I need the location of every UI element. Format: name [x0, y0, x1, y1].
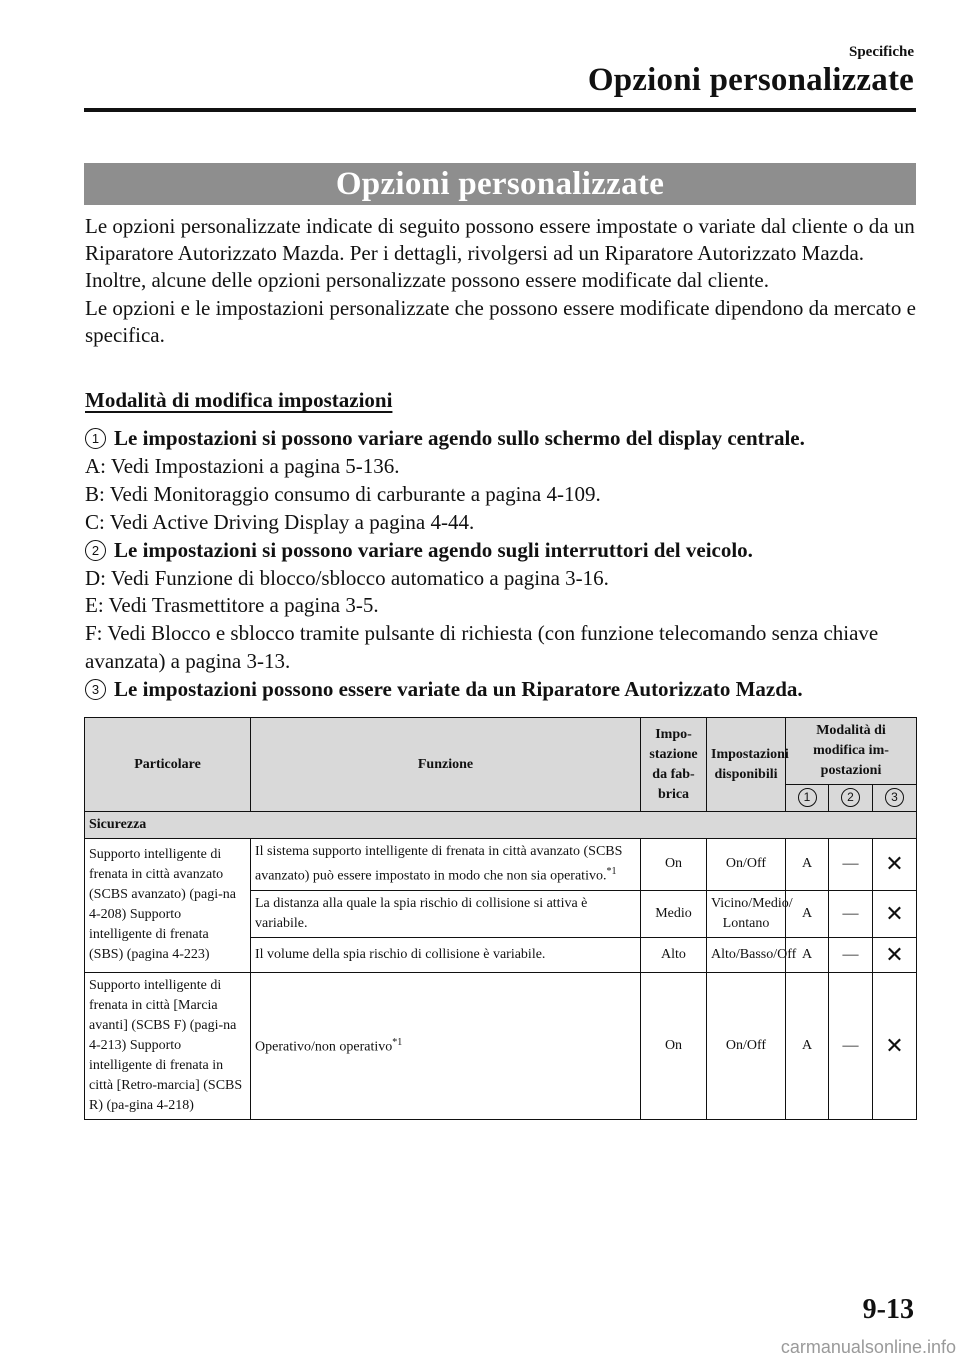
circled-number-2-icon: 2	[841, 788, 860, 807]
header-section: Specifiche	[849, 44, 914, 60]
header-title: Opzioni personalizzate	[587, 62, 914, 98]
function-cell: Il volume della spia rischio di collisione è variabile.	[251, 937, 641, 972]
header-function: Funzione	[251, 718, 641, 812]
table-header-row	[85, 718, 917, 785]
mode-2-cell: —	[829, 839, 873, 891]
mode-a: A: Vedi Impostazioni a pagina 5-136.	[85, 453, 400, 478]
cross-icon: ✕	[873, 937, 917, 972]
settings-table	[84, 717, 917, 1120]
circled-number-3-icon: 3	[85, 679, 106, 700]
header-rule	[84, 108, 916, 112]
mode-2-cell: —	[829, 890, 873, 937]
header-available: Impostazioni disponibili	[707, 718, 786, 812]
circled-number-1-icon: 1	[798, 788, 817, 807]
page-number: 9-13	[862, 1294, 914, 1325]
mode-2-title: 2 Le impostazioni si possono variare agendo sugli interruttori del veicolo.	[85, 537, 920, 565]
mode-f: F: Vedi Blocco e sblocco tramite pulsante di richiesta (con funzione telecomando senza chiave avanzata) a pagina 3-13.	[85, 621, 879, 674]
function-cell: Operativo/non operativo$^{*1}$	[251, 972, 641, 1119]
mode-2-cell: —	[829, 937, 873, 972]
page-title: Opzioni personalizzate	[84, 163, 916, 205]
available-cell: Vicino/Medio/ Lontano	[707, 890, 786, 937]
modes-heading: Modalità di modifica impostazioni	[85, 388, 393, 412]
mode-1-cell: A	[786, 972, 829, 1119]
header-factory: Impo-stazione da fab-brica	[641, 718, 707, 812]
mode-1-title: 1 Le impostazioni si possono variare agendo sullo schermo del display centrale.	[85, 425, 920, 453]
mode-1-cell: A	[786, 839, 829, 891]
header-mode: Modalità di modifica im-postazioni	[786, 718, 917, 785]
intro-paragraph: Le opzioni e le impostazioni personalizzate che possono essere modificate dipendono da mercato e specifica.	[85, 295, 916, 347]
table-section-row	[85, 812, 917, 839]
intro-text	[85, 213, 920, 349]
intro-paragraph: Inoltre, alcune delle opzioni personalizzate possono essere modificate dal cliente.	[85, 268, 769, 293]
mode-1-cell: A	[786, 890, 829, 937]
circled-number-3-icon: 3	[885, 788, 904, 807]
mode-2-cell: —	[829, 972, 873, 1119]
function-cell: Il sistema supporto intelligente di frenata in città avanzato (SCBS avanzato) può essere impostato in modo che non sia operativo.$^{*1}$	[251, 839, 641, 891]
available-cell: On/Off	[707, 972, 786, 1119]
mode-d: D: Vedi Funzione di blocco/sblocco automatico a pagina 3-16.	[85, 565, 609, 590]
cross-icon: ✕	[873, 890, 917, 937]
mode-c: C: Vedi Active Driving Display a pagina 4-44.	[85, 509, 475, 534]
factory-cell: Medio	[641, 890, 707, 937]
cross-icon: ✕	[873, 972, 917, 1119]
section-label: Sicurezza	[85, 812, 917, 839]
header-item: Particolare	[85, 718, 251, 812]
cross-icon: ✕	[873, 839, 917, 891]
factory-cell: Alto	[641, 937, 707, 972]
circled-number-1-icon: 1	[85, 428, 106, 449]
factory-cell: On	[641, 972, 707, 1119]
modes-list	[85, 425, 920, 704]
item-cell: Supporto intelligente di frenata in città [Marcia avanti] (SCBS F) (pagi-na 4-213) Supporto intelligente di frenata in città [Retro-marcia] (SCBS R) (pa-gina 4-218)	[85, 972, 251, 1119]
factory-cell: On	[641, 839, 707, 891]
mode-b: B: Vedi Monitoraggio consumo di carburante a pagina 4-109.	[85, 481, 601, 506]
table-row	[85, 972, 917, 1119]
circled-number-2-icon: 2	[85, 540, 106, 561]
watermark: carmanualsonline.info	[780, 1337, 956, 1357]
intro-paragraph: Le opzioni personalizzate indicate di seguito possono essere impostate o variate dal cliente o da un Riparatore Autorizzato Mazda. Per i dettagli, rivolgersi ad un Riparatore Autorizzato Mazda.	[85, 214, 915, 266]
mode-1-cell: A	[786, 937, 829, 972]
available-cell: Alto/Basso/Off	[707, 937, 786, 972]
mode-3-title: 3 Le impostazioni possono essere variate da un Riparatore Autorizzato Mazda.	[85, 676, 920, 704]
available-cell: On/Off	[707, 839, 786, 891]
table-row	[85, 839, 917, 891]
header-mode-1	[786, 785, 829, 812]
header-mode-2	[829, 785, 873, 812]
mode-e: E: Vedi Trasmettitore a pagina 3-5.	[85, 593, 379, 618]
function-cell: La distanza alla quale la spia rischio di collisione si attiva è variabile.	[251, 890, 641, 937]
item-cell: Supporto intelligente di frenata in città avanzato (SCBS avanzato) (pagi-na 4-208) Supporto intelligente di frenata (SBS) (pagina 4-223)	[85, 839, 251, 973]
header-mode-3	[873, 785, 917, 812]
